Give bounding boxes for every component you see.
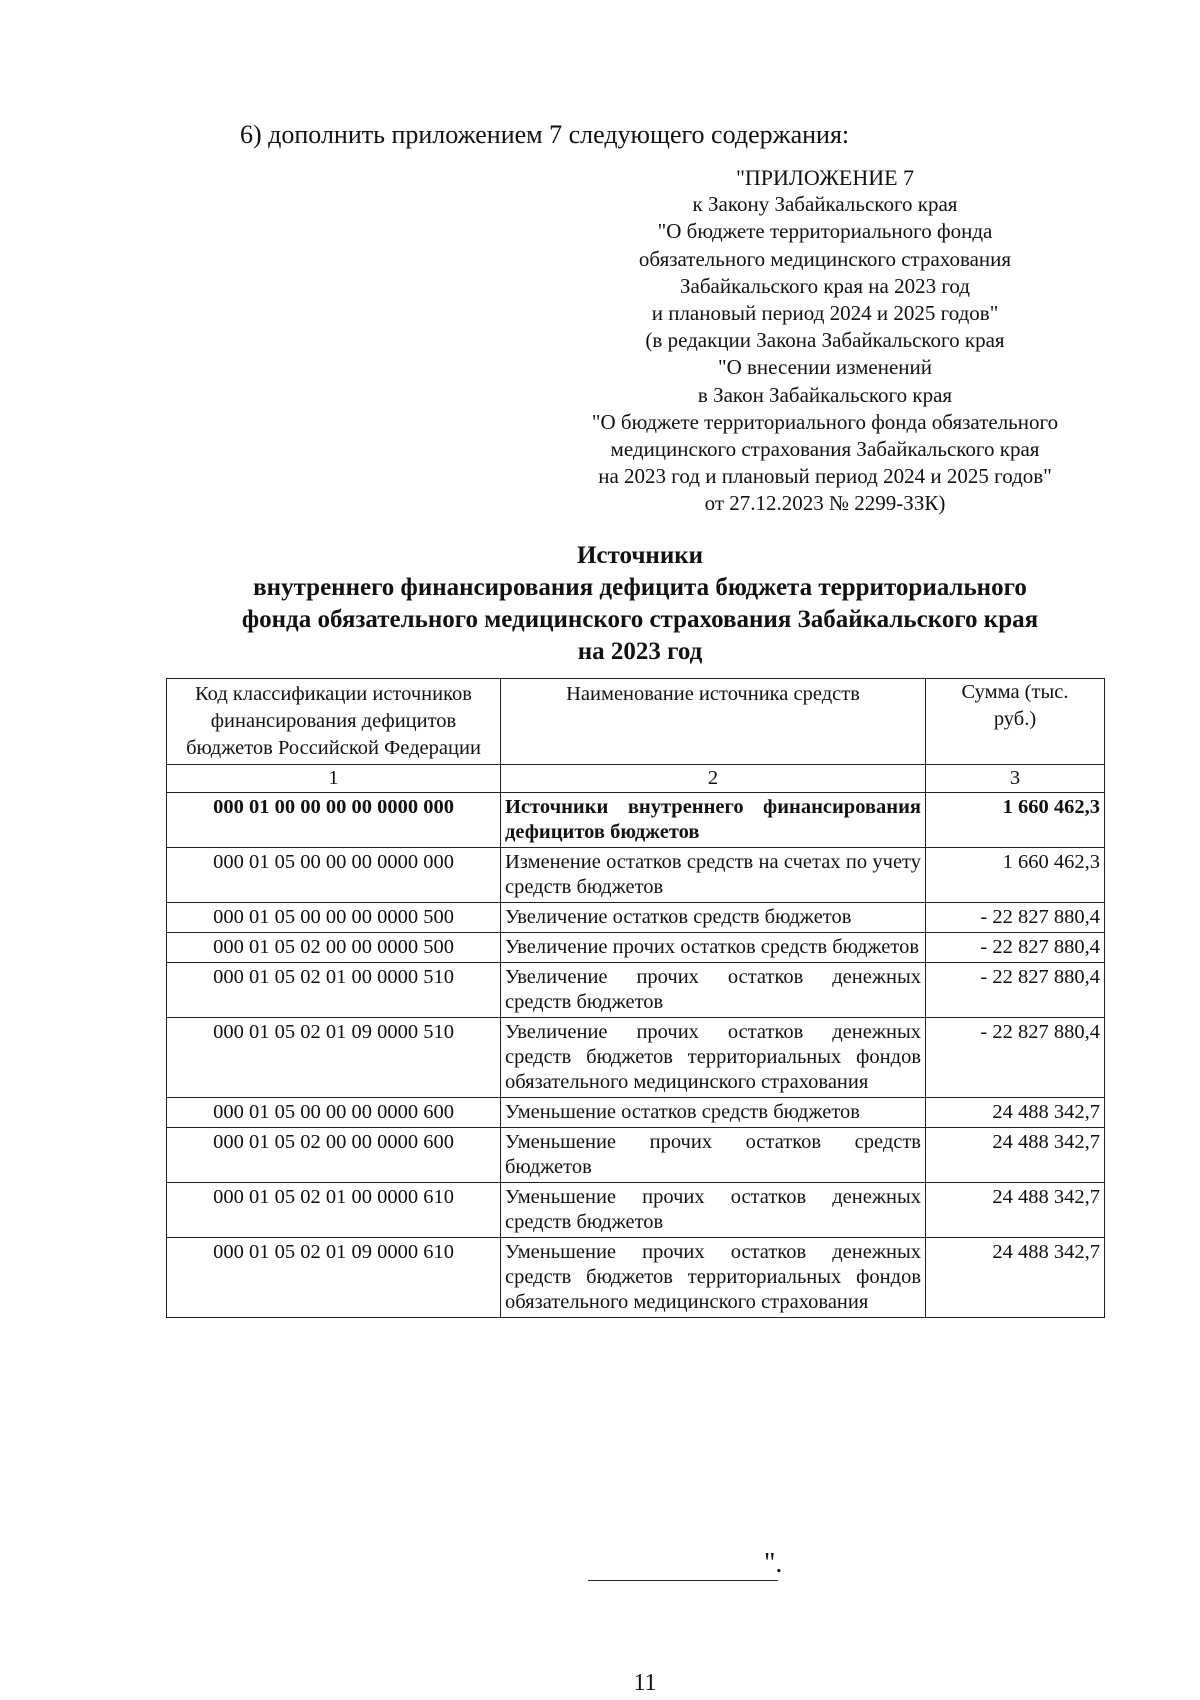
column-number: 3: [926, 765, 1105, 793]
annex-line: к Закону Забайкальского края: [692, 192, 958, 217]
closing-quote: ".: [764, 1548, 783, 1579]
row-sum: - 22 827 880,4: [926, 903, 1105, 933]
column-number: 1: [167, 765, 501, 793]
annex-line: обязательного медицинского страхования: [638, 246, 1012, 271]
row-sum: 1 660 462,3: [926, 848, 1105, 903]
row-sum: 24 488 342,7: [926, 1098, 1105, 1128]
financing-sources-table: [166, 678, 1105, 1318]
table-row: [167, 848, 1105, 903]
row-name: Уменьшение прочих остатков средств бюджетов: [501, 1128, 926, 1183]
row-code: 000 01 05 02 01 00 0000 610: [167, 1183, 501, 1238]
row-sum: - 22 827 880,4: [926, 1018, 1105, 1098]
annex-heading: "ПРИЛОЖЕНИЕ 7: [735, 165, 915, 190]
column-number-row: [167, 765, 1105, 793]
row-code: 000 01 05 02 00 00 0000 600: [167, 1128, 501, 1183]
row-code: 000 01 05 02 01 00 0000 510: [167, 963, 501, 1018]
table-row: [167, 793, 1105, 848]
page-number: 11: [633, 1670, 657, 1696]
row-name: Изменение остатков средств на счетах по учету средств бюджетов: [501, 848, 926, 903]
row-code: 000 01 05 02 00 00 0000 500: [167, 933, 501, 963]
table-row: [167, 1128, 1105, 1183]
table-row: [167, 1098, 1105, 1128]
document-title: [150, 540, 1130, 668]
row-sum: - 22 827 880,4: [926, 963, 1105, 1018]
row-code: 000 01 05 00 00 00 0000 600: [167, 1098, 501, 1128]
title-line: фонда обязательного медицинского страхования Забайкальского края: [241, 606, 1039, 633]
annex-line: и плановый период 2024 и 2025 годов": [651, 301, 999, 326]
row-name: Увеличение прочих остатков денежных средств бюджетов: [501, 963, 926, 1018]
row-name: Увеличение остатков средств бюджетов: [501, 903, 926, 933]
header-code: Код классификации источников финансирования дефицитов бюджетов Российской Федерации: [167, 679, 501, 765]
row-name: Уменьшение прочих остатков денежных средств бюджетов территориальных фондов обязательного медицинского страхования: [501, 1238, 926, 1318]
table-row: [167, 1238, 1105, 1318]
table-header-row: [167, 679, 1105, 765]
table-row: [167, 1183, 1105, 1238]
table-row: [167, 933, 1105, 963]
row-name: Источники внутреннего финансирования дефицитов бюджетов: [501, 793, 926, 848]
table-row: [167, 1018, 1105, 1098]
title-line: Источники: [576, 542, 704, 569]
row-code: 000 01 05 00 00 00 0000 000: [167, 848, 501, 903]
annex-line: "О бюджете территориального фонда обязательного: [591, 409, 1059, 434]
row-name: Уменьшение прочих остатков денежных средств бюджетов: [501, 1183, 926, 1238]
row-name: Увеличение прочих остатков денежных средств бюджетов территориальных фондов обязательного медицинского страхования: [501, 1018, 926, 1098]
row-code: 000 01 05 00 00 00 0000 500: [167, 903, 501, 933]
annex-line: на 2023 год и плановый период 2024 и 2025 годов": [598, 464, 1052, 489]
row-code: 000 01 05 02 01 09 0000 610: [167, 1238, 501, 1318]
row-sum: 1 660 462,3: [926, 793, 1105, 848]
closing-rule: [588, 1580, 778, 1581]
annex-line: "О внесении изменений: [718, 355, 932, 380]
annex-header: [545, 164, 1105, 518]
amendment-intro: 6) дополнить приложением 7 следующего содержания:: [240, 120, 850, 149]
row-code: 000 01 00 00 00 00 0000 000: [167, 793, 501, 848]
row-name: Увеличение прочих остатков средств бюджетов: [501, 933, 926, 963]
annex-line: (в редакции Закона Забайкальского края: [645, 328, 1005, 353]
annex-line: Забайкальского края на 2023 год: [680, 273, 970, 298]
row-sum: - 22 827 880,4: [926, 933, 1105, 963]
annex-line: в Закон Забайкальского края: [697, 382, 953, 407]
row-sum: 24 488 342,7: [926, 1238, 1105, 1318]
column-number: 2: [501, 765, 926, 793]
row-sum: 24 488 342,7: [926, 1128, 1105, 1183]
table-row: [167, 963, 1105, 1018]
row-name: Уменьшение остатков средств бюджетов: [501, 1098, 926, 1128]
table-row: [167, 903, 1105, 933]
annex-line: от 27.12.2023 № 2299-ЗЗК): [704, 491, 946, 516]
annex-line: "О бюджете территориального фонда: [657, 219, 993, 244]
title-line: внутреннего финансирования дефицита бюджета территориального: [253, 574, 1027, 601]
row-sum: 24 488 342,7: [926, 1183, 1105, 1238]
header-sum: Сумма (тыс. руб.): [926, 679, 1105, 765]
annex-line: медицинского страхования Забайкальского края: [610, 437, 1040, 462]
title-line: на 2023 год: [577, 638, 703, 665]
header-name: Наименование источника средств: [501, 679, 926, 765]
row-code: 000 01 05 02 01 09 0000 510: [167, 1018, 501, 1098]
